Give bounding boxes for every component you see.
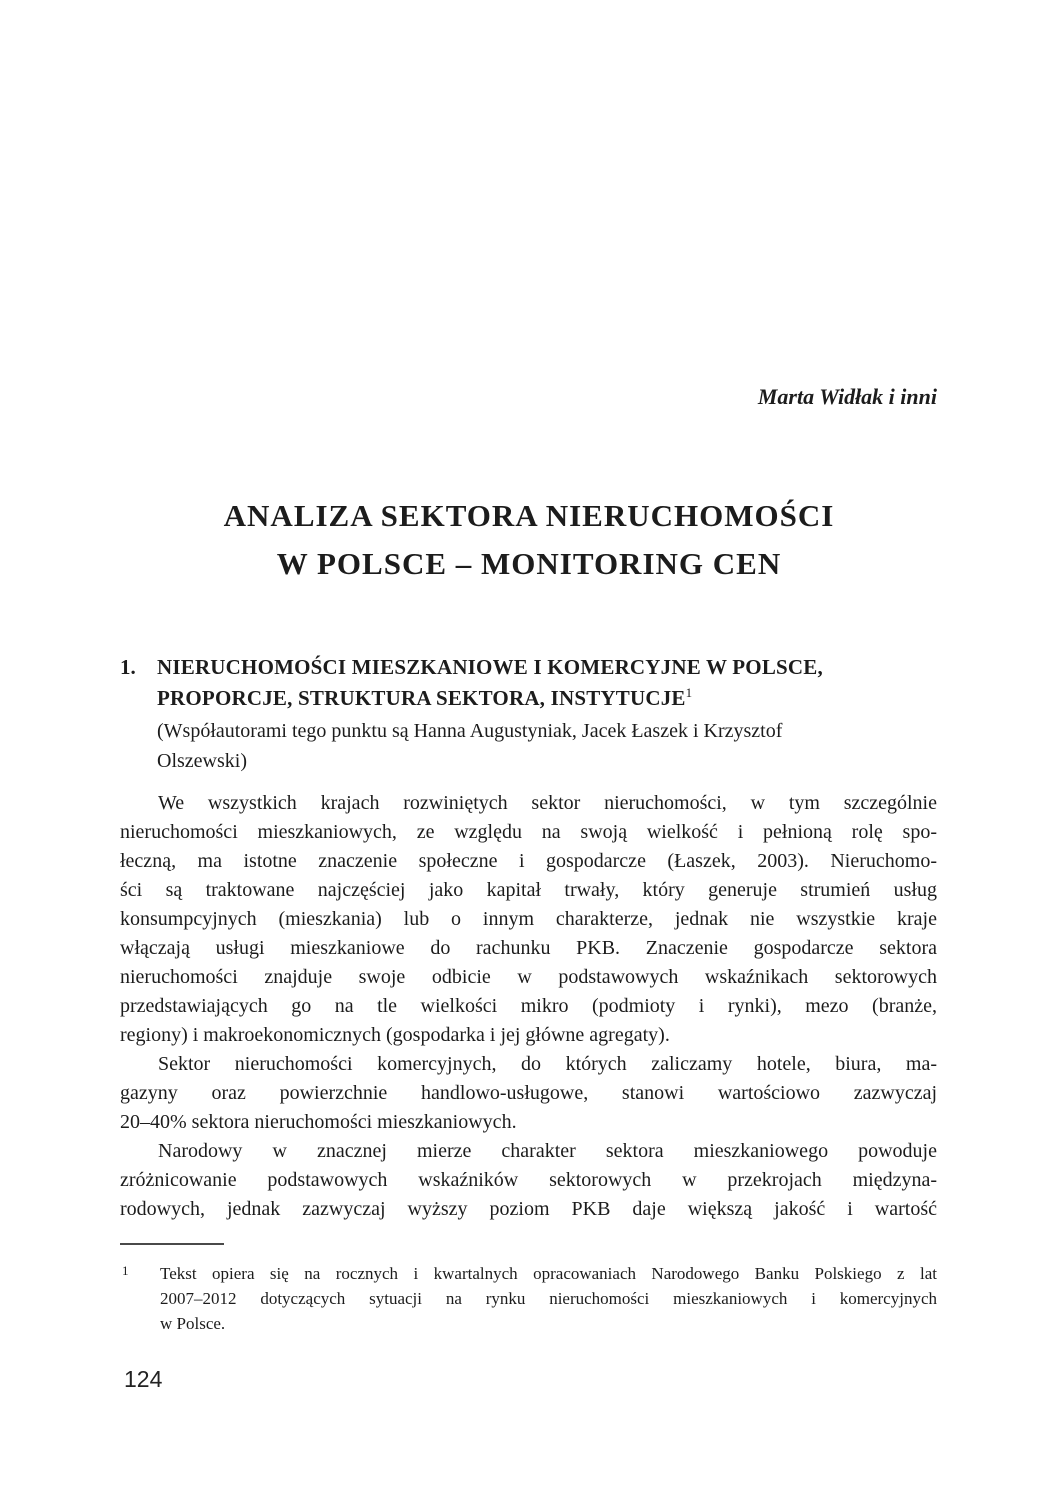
footnote-line: Tekst opiera się na rocznych i kwartalnych opracowaniach Narodowego Banku Polskiego z lat [160, 1264, 937, 1283]
section-heading-line-2 [157, 683, 937, 714]
footnote-marker: 1 [122, 1263, 129, 1278]
footnote [120, 1261, 937, 1336]
paragraph-3-line: rodowych, jednak zazwyczaj wyższy poziom PKB daje większą jakość i wartość [120, 1198, 937, 1220]
body-text [120, 789, 937, 1224]
title-line-2: W POLSCE – MONITORING CEN [276, 546, 782, 581]
footnote-separator-rule [120, 1243, 224, 1245]
section-heading [120, 652, 937, 776]
paragraph-1-line: nieruchomości mieszkaniowych, ze względu na swoją wielkość i pełnioną rolę spo- [120, 821, 937, 843]
footnote-reference: 1 [685, 685, 693, 700]
section-heading-line-2-text: PROPORCJE, STRUKTURA SEKTORA, INSTYTUCJE [157, 686, 686, 710]
page-number: 124 [124, 1366, 163, 1392]
paragraph-3-line: zróżnicowanie podstawowych wskaźników sektorowych w przekrojach międzyna- [120, 1169, 937, 1191]
title-line-1: ANALIZA SEKTORA NIERUCHOMOŚCI [223, 498, 835, 533]
paragraph-1-line: regiony) i makroekonomicznych (gospodarka i jej główne agregaty). [120, 1024, 670, 1046]
paragraph-3-line: Narodowy w znacznej mierze charakter sektora mieszkaniowego powoduje [158, 1140, 937, 1162]
paragraph-1-line: ści są traktowane najczęściej jako kapitał trwały, który generuje strumień usług [120, 879, 937, 901]
paragraph-1-line: nieruchomości znajduje swoje odbicie w podstawowych wskaźnikach sektorowych [120, 966, 937, 988]
section-number: 1. [120, 655, 136, 679]
paragraph-1-line: łeczną, ma istotne znaczenie społeczne i gospodarcze (Łaszek, 2003). Nieruchomo- [120, 850, 937, 872]
author-byline: Marta Widłak i inni [757, 384, 937, 409]
paragraph-1-line: włączają usługi mieszkaniowe do rachunku PKB. Znaczenie gospodarcze sektora [120, 937, 937, 959]
paragraph-2-line: Sektor nieruchomości komercyjnych, do których zaliczamy hotele, biura, ma- [158, 1053, 937, 1075]
paragraph-2-line: 20–40% sektora nieruchomości mieszkaniowych. [120, 1111, 517, 1133]
footnote-line: w Polsce. [160, 1314, 226, 1333]
paragraph-2-line: gazyny oraz powierzchnie handlowo-usługowe, stanowi wartościowo zazwyczaj [120, 1082, 937, 1104]
paragraph-1-line: We wszystkich krajach rozwiniętych sektor nieruchomości, w tym szczególnie [158, 792, 937, 814]
coauthors-note-line-2: Olszewski) [157, 750, 247, 772]
section-heading-text [157, 652, 937, 776]
page-title [121, 492, 937, 588]
footnote-text [160, 1261, 937, 1336]
coauthors-note-line-1: (Współautorami tego punktu są Hanna Augustyniak, Jacek Łaszek i Krzysztof [157, 720, 783, 742]
footnote-line: 2007–2012 dotyczących sytuacji na rynku nieruchomości mieszkaniowych i komercyjnych [160, 1289, 937, 1308]
section-heading-line-1: NIERUCHOMOŚCI MIESZKANIOWE I KOMERCYJNE W POLSCE, [157, 655, 823, 679]
paragraph-1-line: przedstawiających go na tle wielkości mikro (podmioty i rynki), mezo (branże, [120, 995, 937, 1017]
paragraph-1-line: konsumpcyjnych (mieszkania) lub o innym charakterze, jednak nie wszystkie kraje [120, 908, 937, 930]
